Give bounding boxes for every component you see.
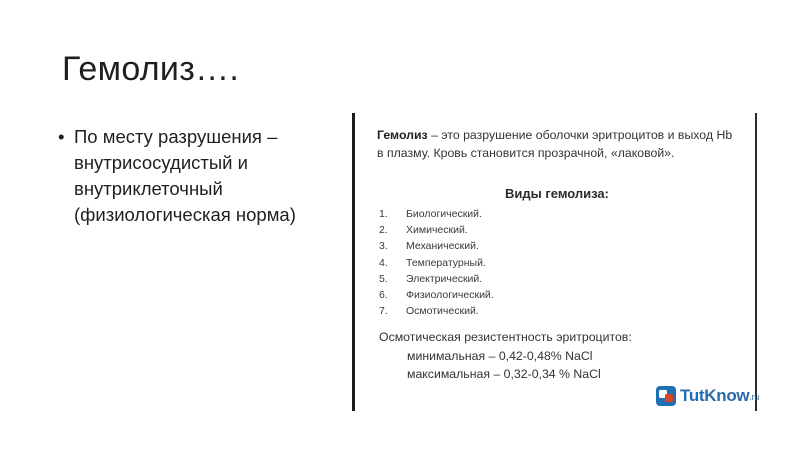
list-number: 6.: [379, 289, 388, 302]
bullet-line-3: внутриклеточный: [74, 178, 223, 199]
list-item: [379, 255, 494, 271]
list-label: Температурный.: [406, 256, 486, 269]
list-label: Электрический.: [406, 272, 483, 285]
definition-text: [377, 127, 737, 162]
logo-tut: Tut: [680, 386, 705, 405]
list-label: Осмотический.: [406, 305, 479, 318]
definition-term: Гемолиз: [377, 128, 428, 142]
list-number: 1.: [379, 208, 388, 220]
slide-title: Гемолиз….: [62, 50, 240, 88]
list-number: 7.: [379, 305, 388, 318]
types-list: [379, 206, 494, 319]
osmotic-min: минимальная – 0,42-0,48% NaCl: [407, 349, 593, 363]
bullet-item: [58, 124, 358, 228]
types-heading: Виды гемолиза:: [505, 186, 609, 201]
bullet-dot-icon: •: [58, 126, 65, 147]
list-item: [379, 287, 494, 303]
list-label: Биологический.: [406, 208, 482, 220]
bullet-line-1: По месту разрушения –: [74, 126, 278, 147]
panel-left-border: [352, 113, 355, 411]
bullet-line-4: (физиологическая норма): [74, 204, 296, 225]
list-number: 2.: [379, 224, 388, 237]
bullet-list: [58, 124, 358, 228]
osmotic-heading: Осмотическая резистентность эритроцитов:: [379, 330, 632, 344]
definition-body: – это разрушение оболочки эритроцитов и выход Hb в плазму. Кровь становится прозрачной, «лаковой».: [377, 128, 733, 160]
tutknow-logo-wordmark: [680, 386, 759, 406]
list-number: 5.: [379, 272, 388, 285]
list-item: [379, 222, 494, 238]
tutknow-logo-icon: [655, 385, 677, 407]
logo-know: Know: [704, 386, 750, 405]
list-item: [379, 303, 494, 319]
osmotic-max: максимальная – 0,32-0,34 % NaCl: [407, 367, 601, 381]
panel-right-border: [755, 113, 757, 411]
list-label: Физиологический.: [406, 289, 494, 302]
logo-ru: .ru: [749, 392, 759, 402]
list-item: [379, 238, 494, 254]
list-number: 3.: [379, 240, 388, 253]
bullet-line-2: внутрисосудистый и: [74, 152, 248, 173]
list-label: Механический.: [406, 240, 479, 253]
tutknow-logo: [655, 385, 759, 407]
list-item: [379, 271, 494, 287]
list-label: Химический.: [406, 224, 468, 237]
list-number: 4.: [379, 256, 388, 269]
list-item: [379, 206, 494, 222]
